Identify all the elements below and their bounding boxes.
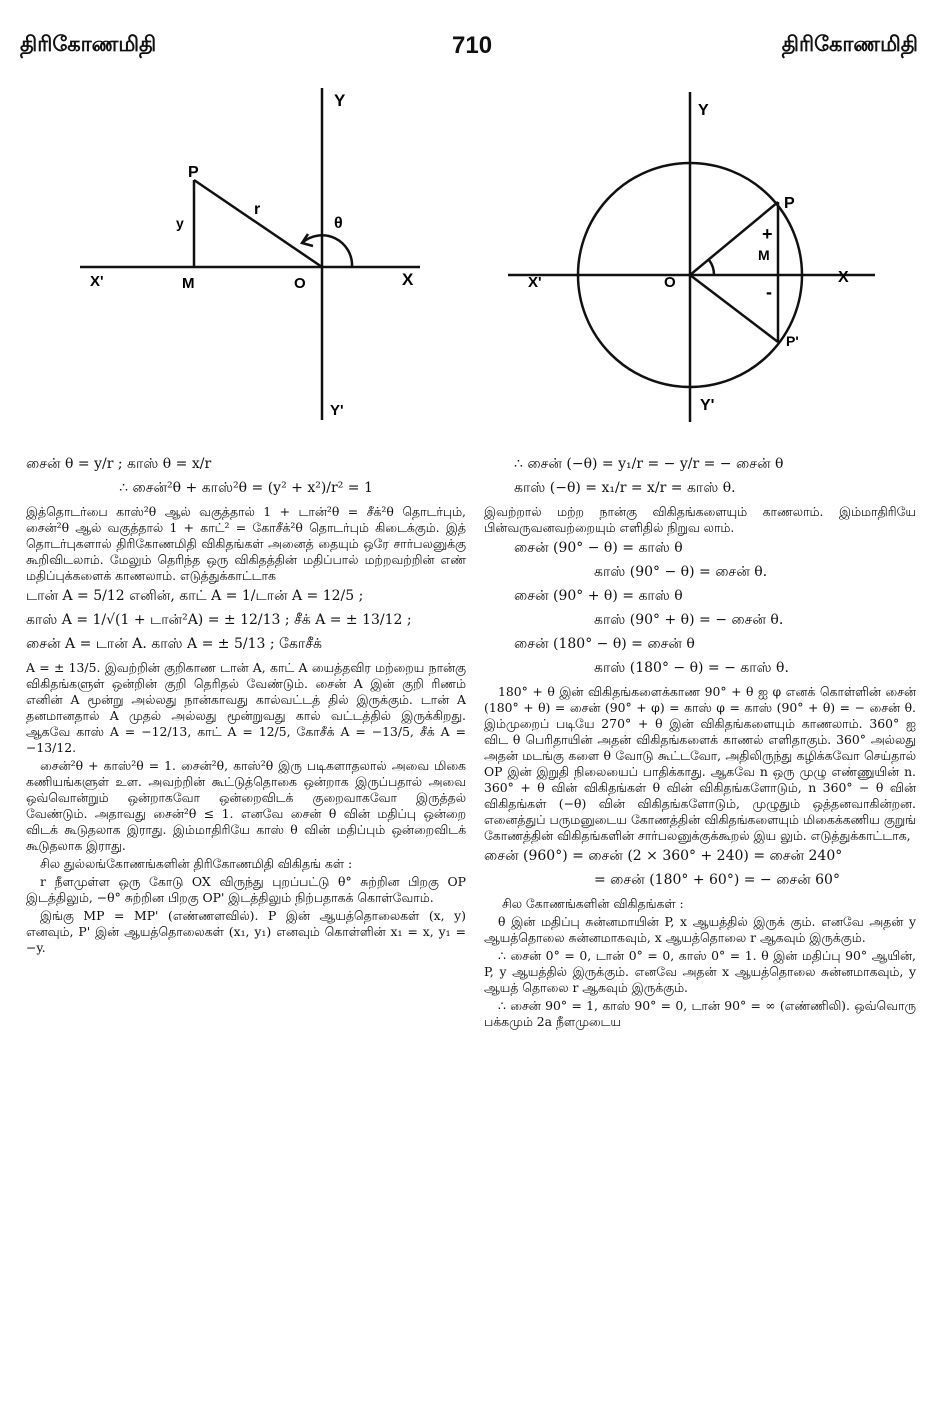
radius-op-line [194, 180, 322, 267]
paragraph: ∴ சைன் 90° = 1, காஸ் 90° = 0, டான் 90° = ∞ (எண்ணிலி). ஒவ்வொரு பக்கமும் 2a நீளமுடைய [484, 998, 916, 1029]
equation-sin-cos: சைன் θ = y/r ; காஸ் θ = x/r [26, 456, 212, 472]
label-X: X [402, 270, 414, 289]
equation-identity: ∴ சைன்²θ + காஸ்²θ = (y² + x²)/r² = 1 [119, 480, 373, 496]
left-text-column [26, 452, 466, 958]
paragraph: இவற்றால் மற்ற நான்கு விகிதங்களையும் காணலாம். இம்மாதிரியே பின்வருவனவற்றையும் எளிதில் நிறுவ லாம். [484, 504, 916, 535]
label-theta: θ [334, 215, 343, 232]
paragraph: ∴ சைன் 0° = 0, டான் 0° = 0, காஸ் 0° = 1. θ இன் மதிப்பு 90° ஆயின், P, y ஆயத்தில் இருக்கும். எனவே அதன் x ஆயத்தொலை சுன்னமாகவும், y ஆயத் தொலை r ஆகவும் இருக்கும். [484, 948, 916, 995]
running-title-right: திரிகோணமிதி [781, 32, 918, 56]
label-r: r [254, 201, 261, 218]
equation: சைன் (90° + θ) = காஸ் θ [514, 588, 683, 604]
paragraph: சைன்²θ + காஸ்²θ = 1. சைன்²θ, காஸ்²θ இரு படிகளாதலால் அவை மிகை கணியங்களுள் உள. அவற்றின் கூட்டுத்தொகை ஒன்றாக இருப்பதால் அவை ஒவ்வொன்றும் ஒன்றாகவோ ஒன்றைவிடக் குறைவாகவோ இருத்தல் வேண்டும். அதாவது சைன்²θ ≤ 1. எனவே சைன் θ வின் மதிப்பு ஒன்றை விடக் கூடுதலாக இராது. இம்மாதிரியே காஸ் θ வின் மதிப்பும் ஒன்றைவிடக் கூடுதலாக இராது. [26, 758, 466, 853]
subheading: சில துல்லங்கோணங்களின் திரிகோணமிதி விகிதங் கள் : [40, 856, 353, 871]
radius-op-prime-line [690, 275, 778, 342]
theta-arc [709, 260, 714, 275]
label-Y-prime: Y' [330, 402, 344, 419]
label-P-prime: P' [786, 333, 799, 349]
equation-sin-neg: ∴ சைன் (−θ) = y₁/r = − y/r = − சைன் θ [514, 456, 784, 472]
label-X-prime: X' [90, 273, 104, 290]
equation-example: சைன் (960°) = சைன் (2 × 360° + 240) = சைன் 240° [484, 848, 843, 864]
label-Y: Y [334, 91, 346, 110]
label-P: P [784, 195, 795, 212]
label-plus: + [762, 224, 773, 244]
equation: காஸ் (180° − θ) = − காஸ் θ. [594, 660, 789, 676]
page-number: 710 [452, 32, 493, 59]
equation-example-cont: = சைன் (180° + 60°) = − சைன் 60° [594, 872, 840, 888]
equation-cos-sec: காஸ் A = 1/√(1 + டான்²A) = ± 12/13 ; சீக் A = ± 13/12 ; [26, 612, 412, 628]
equation-cos-neg: காஸ் (−θ) = x₁/r = x/r = காஸ் θ. [514, 480, 736, 496]
paragraph: r நீளமுள்ள ஒரு கோடு OX விருந்து புறப்பட்டு θ° சுற்றின பிறகு OP இடத்திலும், −θ° சுற்றின பிறகு OP' இடத்திலும் நிற்பதாகக் கொள்வோம். [26, 874, 466, 905]
label-X: X [838, 269, 849, 286]
label-X-prime: X' [528, 274, 542, 291]
running-title-left: திரிகோணமிதி [20, 32, 157, 56]
equation-sin-cosec: சைன் A = டான் A. காஸ் A = ± 5/13 ; கோசீக் [26, 636, 322, 652]
paragraph: இத்தொடர்பை காஸ்²θ ஆல் வகுத்தால் 1 + டான்²θ = சீக்²θ தொடர்பும், சைன்²θ ஆல் வகுத்தால் 1 + காட்² = கோசீக்²θ தொடர்பும் கிடைக்கும். இத் தொடர்புகளால் திரிகோணமிதி விகிதங்கள் அனைத் தையும் ஒரே சார்பலனுக்கு கூறிவிடலாம். மேலும் தெரிந்த ஒரு விகிதத்தின் மதிப்பால் மற்றவற்றின் எண் மதிப்புக்களைக் காணலாம். எடுத்துக்காட்டாக [26, 504, 466, 583]
paragraph: θ இன் மதிப்பு சுன்னமாயின் P, x ஆயத்தில் இருக் கும். எனவே அதன் y ஆயத்தொலை சுன்னமாகவும், x ஆயத்தொலை r ஆகவும் இருக்கும். [484, 914, 916, 945]
paragraph: இங்கு MP = MP' (எண்ணளவில்). P இன் ஆயத்தொலைகள் (x, y) எனவும், P' இன் ஆயத்தொலைகள் (x₁, y₁) எனவும் கொள்ளின் x₁ = x, y₁ = −y. [26, 908, 466, 955]
label-y: y [176, 215, 184, 231]
paragraph: 180° + θ இன் விகிதங்களைக்காண 90° + θ ஐ φ எனக் கொள்ளின் சைன் (180° + θ) = சைன் (90° + φ) = காஸ் φ = காஸ் (90° + θ) = − சைன் θ. இம்முறைப் படியே 270° + θ இன் விகிதங்களையும் காணலாம். 360° ஐ விட θ பெரிதாயின் அதன் விகிதங்களைக் காணல் எளிதாகும். 360° அல்லது அதன் மடங்கு களை θ வோடு கூட்டவோ, அதிலிருந்து கழிக்கவோ செய்தால் OP இன் இறுதி நிலையைப் பாதிக்காது. ஆகவே n ஒரு முழு எண்ணுயின் n. 360° + θ வின் விகிதங்கள் θ வின் விகிதங்களோடும், n 360° − θ வின் விகிதங்கள் (−θ) வின் விகிதங்களோடும், முழுதும் ஒத்தனவாகின்றன. எனைத்துப் பருமனுடைய கோணத்தின் விகிதங்களையும் மிகைக்கணிய குறுங் கோணத்தின் விகிதங்களின் சார்பலனுக்குக்கூறல் இய லும். எடுத்துக்காட்டாக, [484, 684, 916, 843]
figure-left-angle-diagram [70, 80, 440, 430]
paragraph: A = ± 13/5. இவற்றின் குறிகாண டான் A, காட் A யைத்தவிர மற்றைய நான்கு விகிதங்களுள் ஒன்றின் குறி தெரிதல் வேண்டும். சைன் A இன் குறி ரிணம் எனின் A மூன்று அல்லது நான்காவது கால்வட்டத் தில் இருக்கும். டான் A தனமானதால் A முதல் அல்லது மூன்றுவது கால் வட்டத்தில் இருக்கிறது. ஆகவே காஸ் A = −12/13, காட் A = 12/5, கோசீக் A = −13/5, சீக் A = −13/12. [26, 660, 466, 755]
label-minus: - [766, 282, 772, 302]
equation: சைன் (90° − θ) = காஸ் θ [514, 540, 683, 556]
equation: காஸ் (90° + θ) = − சைன் θ. [594, 612, 784, 628]
equation: சைன் (180° − θ) = சைன் θ [514, 636, 695, 652]
equation-tan-cot: டான் A = 5/12 எனின், காட் A = 1/டான் A = 12/5 ; [26, 588, 364, 604]
label-Y: Y [698, 102, 709, 119]
label-M: M [758, 247, 770, 263]
figure-right-circle-diagram [500, 84, 900, 429]
equation: காஸ் (90° − θ) = சைன் θ. [594, 564, 768, 580]
label-O: O [664, 274, 676, 291]
label-P: P [188, 164, 199, 181]
theta-arc [302, 235, 352, 267]
subheading: சில கோணங்களின் விகிதங்கள் : [502, 896, 684, 911]
right-text-column [484, 452, 916, 1032]
label-M: M [182, 275, 195, 292]
label-Y-prime: Y' [700, 397, 715, 414]
label-O: O [294, 275, 306, 292]
